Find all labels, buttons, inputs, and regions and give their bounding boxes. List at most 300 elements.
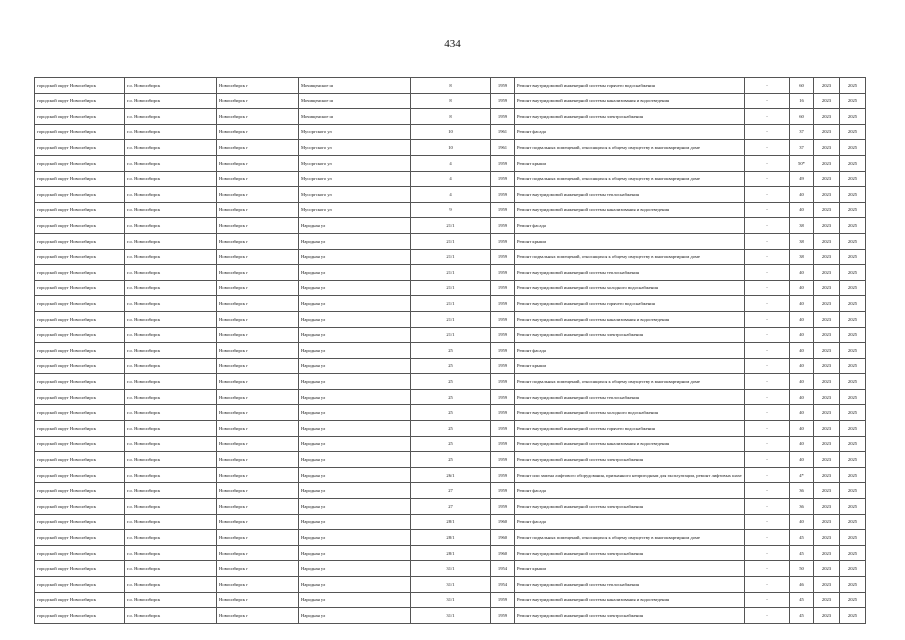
house-number-cell: 21/1 [411, 233, 491, 249]
placeholder-cell: - [745, 389, 790, 405]
build-year-cell: 1959 [491, 93, 515, 109]
house-number-cell: 25 [411, 452, 491, 468]
street-cell: Народная ул [299, 265, 411, 281]
start-year-cell: 2023 [814, 343, 840, 359]
end-year-cell: 2025 [840, 577, 866, 593]
value-cell: 16 [790, 93, 814, 109]
district-cell: городской округ Новосибирск [35, 93, 125, 109]
placeholder-cell: - [745, 124, 790, 140]
table-row [35, 405, 866, 421]
build-year-cell: 1959 [491, 155, 515, 171]
value-cell: 50 [790, 561, 814, 577]
city-cell: Новосибирск г [217, 389, 299, 405]
work-type-cell: Ремонт внутридомовой инженерной системы теплоснабжения [515, 265, 745, 281]
house-number-cell: 21/1 [411, 249, 491, 265]
build-year-cell: 1959 [491, 436, 515, 452]
value-cell: 45 [790, 592, 814, 608]
value-cell: 40 [790, 358, 814, 374]
street-cell: Мочищенское ш [299, 93, 411, 109]
municipality-cell: г.о. Новосибирск [125, 530, 217, 546]
table-row [35, 109, 866, 125]
house-number-cell: 26/1 [411, 467, 491, 483]
start-year-cell: 2023 [814, 155, 840, 171]
build-year-cell: 1959 [491, 202, 515, 218]
district-cell: городской округ Новосибирск [35, 561, 125, 577]
build-year-cell: 1959 [491, 311, 515, 327]
house-number-cell: 21/1 [411, 296, 491, 312]
municipality-cell: г.о. Новосибирск [125, 561, 217, 577]
municipality-cell: г.о. Новосибирск [125, 452, 217, 468]
placeholder-cell: - [745, 311, 790, 327]
end-year-cell: 2025 [840, 327, 866, 343]
start-year-cell: 2023 [814, 389, 840, 405]
work-type-cell: Ремонт подвальных помещений, относящихся к общему имуществу в многоквартирном доме [515, 171, 745, 187]
value-cell: 45 [790, 608, 814, 624]
street-cell: Народная ул [299, 296, 411, 312]
district-cell: городской округ Новосибирск [35, 296, 125, 312]
street-cell: Народная ул [299, 405, 411, 421]
municipality-cell: г.о. Новосибирск [125, 140, 217, 156]
table-row [35, 93, 866, 109]
house-number-cell: 25 [411, 405, 491, 421]
value-cell: 40 [790, 374, 814, 390]
table-row [35, 421, 866, 437]
municipality-cell: г.о. Новосибирск [125, 78, 217, 94]
value-cell: 40 [790, 327, 814, 343]
street-cell: Народная ул [299, 218, 411, 234]
district-cell: городской округ Новосибирск [35, 592, 125, 608]
municipality-cell: г.о. Новосибирск [125, 514, 217, 530]
table-row [35, 592, 866, 608]
city-cell: Новосибирск г [217, 421, 299, 437]
city-cell: Новосибирск г [217, 265, 299, 281]
municipality-cell: г.о. Новосибирск [125, 405, 217, 421]
house-number-cell: 4 [411, 155, 491, 171]
district-cell: городской округ Новосибирск [35, 233, 125, 249]
end-year-cell: 2025 [840, 467, 866, 483]
end-year-cell: 2025 [840, 78, 866, 94]
placeholder-cell: - [745, 358, 790, 374]
end-year-cell: 2025 [840, 545, 866, 561]
build-year-cell: 1959 [491, 171, 515, 187]
placeholder-cell: - [745, 249, 790, 265]
house-number-cell: 21/1 [411, 265, 491, 281]
work-type-cell: Ремонт фасада [515, 483, 745, 499]
house-number-cell: 21/1 [411, 218, 491, 234]
end-year-cell: 2025 [840, 358, 866, 374]
end-year-cell: 2025 [840, 218, 866, 234]
municipality-cell: г.о. Новосибирск [125, 608, 217, 624]
start-year-cell: 2023 [814, 545, 840, 561]
build-year-cell: 1960 [491, 514, 515, 530]
end-year-cell: 2025 [840, 483, 866, 499]
work-type-cell: Ремонт внутридомовой инженерной системы канализования и водоотведения [515, 93, 745, 109]
value-cell: 38 [790, 249, 814, 265]
start-year-cell: 2023 [814, 608, 840, 624]
build-year-cell: 1959 [491, 608, 515, 624]
municipality-cell: г.о. Новосибирск [125, 93, 217, 109]
street-cell: Народная ул [299, 483, 411, 499]
placeholder-cell: - [745, 218, 790, 234]
value-cell: 60 [790, 109, 814, 125]
work-type-cell: Ремонт внутридомовой инженерной системы канализования и водоотведения [515, 311, 745, 327]
table-row [35, 78, 866, 94]
work-type-cell: Ремонт внутридомовой инженерной системы горячего водоснабжения [515, 421, 745, 437]
table-row [35, 561, 866, 577]
work-type-cell: Ремонт внутридомовой инженерной системы канализования и водоотведения [515, 436, 745, 452]
district-cell: городской округ Новосибирск [35, 530, 125, 546]
work-type-cell: Ремонт фасада [515, 343, 745, 359]
table-row [35, 124, 866, 140]
end-year-cell: 2025 [840, 530, 866, 546]
placeholder-cell: - [745, 93, 790, 109]
start-year-cell: 2023 [814, 467, 840, 483]
municipality-cell: г.о. Новосибирск [125, 421, 217, 437]
city-cell: Новосибирск г [217, 561, 299, 577]
street-cell: Мочищенское ш [299, 78, 411, 94]
municipality-cell: г.о. Новосибирск [125, 592, 217, 608]
district-cell: городской округ Новосибирск [35, 124, 125, 140]
start-year-cell: 2023 [814, 374, 840, 390]
district-cell: городской округ Новосибирск [35, 577, 125, 593]
district-cell: городской округ Новосибирск [35, 265, 125, 281]
street-cell: Народная ул [299, 327, 411, 343]
end-year-cell: 2025 [840, 140, 866, 156]
city-cell: Новосибирск г [217, 452, 299, 468]
placeholder-cell: - [745, 421, 790, 437]
city-cell: Новосибирск г [217, 296, 299, 312]
placeholder-cell: - [745, 561, 790, 577]
start-year-cell: 2023 [814, 124, 840, 140]
work-type-cell: Ремонт крыши [515, 233, 745, 249]
district-cell: городской округ Новосибирск [35, 514, 125, 530]
start-year-cell: 2023 [814, 421, 840, 437]
build-year-cell: 1959 [491, 467, 515, 483]
end-year-cell: 2025 [840, 93, 866, 109]
value-cell: 50* [790, 155, 814, 171]
work-type-cell: Ремонт фасада [515, 218, 745, 234]
build-year-cell: 1960 [491, 545, 515, 561]
street-cell: Народная ул [299, 467, 411, 483]
street-cell: Народная ул [299, 233, 411, 249]
house-number-cell: 25 [411, 436, 491, 452]
district-cell: городской округ Новосибирск [35, 311, 125, 327]
district-cell: городской округ Новосибирск [35, 78, 125, 94]
street-cell: Народная ул [299, 577, 411, 593]
placeholder-cell: - [745, 452, 790, 468]
district-cell: городской округ Новосибирск [35, 374, 125, 390]
city-cell: Новосибирск г [217, 218, 299, 234]
placeholder-cell: - [745, 374, 790, 390]
value-cell: 60 [790, 78, 814, 94]
district-cell: городской округ Новосибирск [35, 140, 125, 156]
end-year-cell: 2025 [840, 171, 866, 187]
street-cell: Народная ул [299, 514, 411, 530]
work-type-cell: Ремонт внутридомовой инженерной системы холодного водоснабжения [515, 405, 745, 421]
start-year-cell: 2023 [814, 140, 840, 156]
end-year-cell: 2025 [840, 280, 866, 296]
start-year-cell: 2023 [814, 93, 840, 109]
city-cell: Новосибирск г [217, 109, 299, 125]
end-year-cell: 2025 [840, 343, 866, 359]
start-year-cell: 2023 [814, 327, 840, 343]
municipality-cell: г.о. Новосибирск [125, 358, 217, 374]
table-body [35, 78, 866, 624]
house-number-cell: 8 [411, 109, 491, 125]
municipality-cell: г.о. Новосибирск [125, 374, 217, 390]
placeholder-cell: - [745, 171, 790, 187]
build-year-cell: 1959 [491, 374, 515, 390]
start-year-cell: 2023 [814, 514, 840, 530]
street-cell: Народная ул [299, 343, 411, 359]
placeholder-cell: - [745, 155, 790, 171]
district-cell: городской округ Новосибирск [35, 343, 125, 359]
house-number-cell: 25 [411, 389, 491, 405]
house-number-cell: 8 [411, 78, 491, 94]
value-cell: 40 [790, 280, 814, 296]
municipality-cell: г.о. Новосибирск [125, 265, 217, 281]
city-cell: Новосибирск г [217, 202, 299, 218]
municipality-cell: г.о. Новосибирск [125, 280, 217, 296]
house-number-cell: 21/1 [411, 327, 491, 343]
build-year-cell: 1959 [491, 187, 515, 203]
street-cell: Народная ул [299, 421, 411, 437]
district-cell: городской округ Новосибирск [35, 280, 125, 296]
work-type-cell: Ремонт внутридомовой инженерной системы холодного водоснабжения [515, 280, 745, 296]
house-number-cell: 27 [411, 499, 491, 515]
city-cell: Новосибирск г [217, 155, 299, 171]
municipality-cell: г.о. Новосибирск [125, 389, 217, 405]
build-year-cell: 1959 [491, 483, 515, 499]
city-cell: Новосибирск г [217, 592, 299, 608]
city-cell: Новосибирск г [217, 436, 299, 452]
start-year-cell: 2023 [814, 78, 840, 94]
city-cell: Новосибирск г [217, 577, 299, 593]
work-type-cell: Ремонт внутридомовой инженерной системы горячего водоснабжения [515, 296, 745, 312]
work-type-cell: Ремонт внутридомовой инженерной системы теплоснабжения [515, 577, 745, 593]
end-year-cell: 2025 [840, 124, 866, 140]
table-row [35, 545, 866, 561]
end-year-cell: 2025 [840, 202, 866, 218]
placeholder-cell: - [745, 296, 790, 312]
start-year-cell: 2023 [814, 592, 840, 608]
build-year-cell: 1959 [491, 78, 515, 94]
build-year-cell: 1959 [491, 233, 515, 249]
value-cell: 40 [790, 436, 814, 452]
work-type-cell: Ремонт внутридомовой инженерной системы электроснабжения [515, 499, 745, 515]
street-cell: Народная ул [299, 311, 411, 327]
house-number-cell: 28/1 [411, 530, 491, 546]
street-cell: Народная ул [299, 358, 411, 374]
street-cell: Народная ул [299, 374, 411, 390]
municipality-cell: г.о. Новосибирск [125, 155, 217, 171]
house-number-cell: 27 [411, 483, 491, 499]
city-cell: Новосибирск г [217, 171, 299, 187]
table-row [35, 452, 866, 468]
district-cell: городской округ Новосибирск [35, 358, 125, 374]
district-cell: городской округ Новосибирск [35, 608, 125, 624]
start-year-cell: 2023 [814, 296, 840, 312]
work-type-cell: Ремонт фасада [515, 124, 745, 140]
table-row [35, 155, 866, 171]
work-type-cell: Ремонт крыши [515, 561, 745, 577]
start-year-cell: 2023 [814, 436, 840, 452]
placeholder-cell: - [745, 530, 790, 546]
value-cell: 36 [790, 499, 814, 515]
work-type-cell: Ремонт внутридомовой инженерной системы электроснабжения [515, 327, 745, 343]
placeholder-cell: - [745, 187, 790, 203]
city-cell: Новосибирск г [217, 280, 299, 296]
city-cell: Новосибирск г [217, 483, 299, 499]
district-cell: городской округ Новосибирск [35, 436, 125, 452]
start-year-cell: 2023 [814, 249, 840, 265]
table-row [35, 140, 866, 156]
value-cell: 40 [790, 202, 814, 218]
build-year-cell: 1961 [491, 124, 515, 140]
house-number-cell: 28/1 [411, 545, 491, 561]
table-row [35, 343, 866, 359]
table-row [35, 389, 866, 405]
city-cell: Новосибирск г [217, 530, 299, 546]
end-year-cell: 2025 [840, 311, 866, 327]
municipality-cell: г.о. Новосибирск [125, 436, 217, 452]
house-number-cell: 25 [411, 421, 491, 437]
table-row [35, 530, 866, 546]
municipality-cell: г.о. Новосибирск [125, 327, 217, 343]
placeholder-cell: - [745, 499, 790, 515]
work-type-cell: Ремонт внутридомовой инженерной системы теплоснабжения [515, 187, 745, 203]
start-year-cell: 2023 [814, 109, 840, 125]
end-year-cell: 2025 [840, 452, 866, 468]
placeholder-cell: - [745, 343, 790, 359]
house-number-cell: 25 [411, 374, 491, 390]
value-cell: 45 [790, 545, 814, 561]
end-year-cell: 2025 [840, 389, 866, 405]
city-cell: Новосибирск г [217, 249, 299, 265]
district-cell: городской округ Новосибирск [35, 171, 125, 187]
end-year-cell: 2025 [840, 514, 866, 530]
work-type-cell: Ремонт внутридомовой инженерной системы теплоснабжения [515, 389, 745, 405]
end-year-cell: 2025 [840, 265, 866, 281]
city-cell: Новосибирск г [217, 405, 299, 421]
city-cell: Новосибирск г [217, 327, 299, 343]
start-year-cell: 2023 [814, 530, 840, 546]
city-cell: Новосибирск г [217, 311, 299, 327]
street-cell: Народная ул [299, 249, 411, 265]
placeholder-cell: - [745, 140, 790, 156]
value-cell: 38 [790, 233, 814, 249]
district-cell: городской округ Новосибирск [35, 483, 125, 499]
start-year-cell: 2023 [814, 218, 840, 234]
start-year-cell: 2023 [814, 265, 840, 281]
placeholder-cell: - [745, 545, 790, 561]
build-year-cell: 1959 [491, 405, 515, 421]
work-type-cell: Ремонт внутридомовой инженерной системы электроснабжения [515, 109, 745, 125]
table-row [35, 436, 866, 452]
start-year-cell: 2023 [814, 280, 840, 296]
district-cell: городской округ Новосибирск [35, 467, 125, 483]
street-cell: Народная ул [299, 530, 411, 546]
end-year-cell: 2025 [840, 249, 866, 265]
work-type-cell: Ремонт внутридомовой инженерной системы электроснабжения [515, 608, 745, 624]
placeholder-cell: - [745, 78, 790, 94]
city-cell: Новосибирск г [217, 499, 299, 515]
city-cell: Новосибирск г [217, 93, 299, 109]
work-type-cell: Ремонт внутридомовой инженерной системы горячего водоснабжения [515, 78, 745, 94]
street-cell: Народная ул [299, 452, 411, 468]
street-cell: Мусоргского ул [299, 202, 411, 218]
end-year-cell: 2025 [840, 421, 866, 437]
street-cell: Народная ул [299, 499, 411, 515]
end-year-cell: 2025 [840, 233, 866, 249]
table-row [35, 358, 866, 374]
city-cell: Новосибирск г [217, 467, 299, 483]
placeholder-cell: - [745, 577, 790, 593]
municipality-cell: г.о. Новосибирск [125, 218, 217, 234]
municipality-cell: г.о. Новосибирск [125, 249, 217, 265]
municipality-cell: г.о. Новосибирск [125, 499, 217, 515]
district-cell: городской округ Новосибирск [35, 155, 125, 171]
placeholder-cell: - [745, 405, 790, 421]
build-year-cell: 1959 [491, 389, 515, 405]
street-cell: Народная ул [299, 280, 411, 296]
start-year-cell: 2023 [814, 561, 840, 577]
page-number: 434 [444, 38, 461, 50]
placeholder-cell: - [745, 436, 790, 452]
value-cell: 46 [790, 577, 814, 593]
build-year-cell: 1959 [491, 327, 515, 343]
work-type-cell: Ремонт подвальных помещений, относящихся к общему имуществу в многоквартирном доме [515, 140, 745, 156]
house-number-cell: 8 [411, 93, 491, 109]
build-year-cell: 1959 [491, 499, 515, 515]
build-year-cell: 1954 [491, 561, 515, 577]
district-cell: городской округ Новосибирск [35, 545, 125, 561]
house-number-cell: 9 [411, 202, 491, 218]
street-cell: Мусоргского ул [299, 187, 411, 203]
value-cell: 40 [790, 343, 814, 359]
city-cell: Новосибирск г [217, 124, 299, 140]
start-year-cell: 2023 [814, 202, 840, 218]
table-row [35, 327, 866, 343]
table-row [35, 467, 866, 483]
build-year-cell: 1959 [491, 592, 515, 608]
house-number-cell: 31/1 [411, 608, 491, 624]
street-cell: Народная ул [299, 608, 411, 624]
end-year-cell: 2025 [840, 155, 866, 171]
end-year-cell: 2025 [840, 187, 866, 203]
street-cell: Народная ул [299, 389, 411, 405]
city-cell: Новосибирск г [217, 78, 299, 94]
municipality-cell: г.о. Новосибирск [125, 467, 217, 483]
table-row [35, 296, 866, 312]
street-cell: Мусоргского ул [299, 155, 411, 171]
placeholder-cell: - [745, 608, 790, 624]
end-year-cell: 2025 [840, 436, 866, 452]
end-year-cell: 2025 [840, 608, 866, 624]
placeholder-cell: - [745, 514, 790, 530]
street-cell: Народная ул [299, 592, 411, 608]
house-number-cell: 10 [411, 124, 491, 140]
city-cell: Новосибирск г [217, 358, 299, 374]
city-cell: Новосибирск г [217, 140, 299, 156]
street-cell: Мочищенское ш [299, 109, 411, 125]
table-row [35, 514, 866, 530]
start-year-cell: 2023 [814, 452, 840, 468]
city-cell: Новосибирск г [217, 233, 299, 249]
house-number-cell: 21/1 [411, 311, 491, 327]
work-type-cell: Ремонт или замена лифтового оборудования, признанного непригодным для эксплуатации, ремонт лифтовых шахт [515, 467, 745, 483]
placeholder-cell: - [745, 592, 790, 608]
